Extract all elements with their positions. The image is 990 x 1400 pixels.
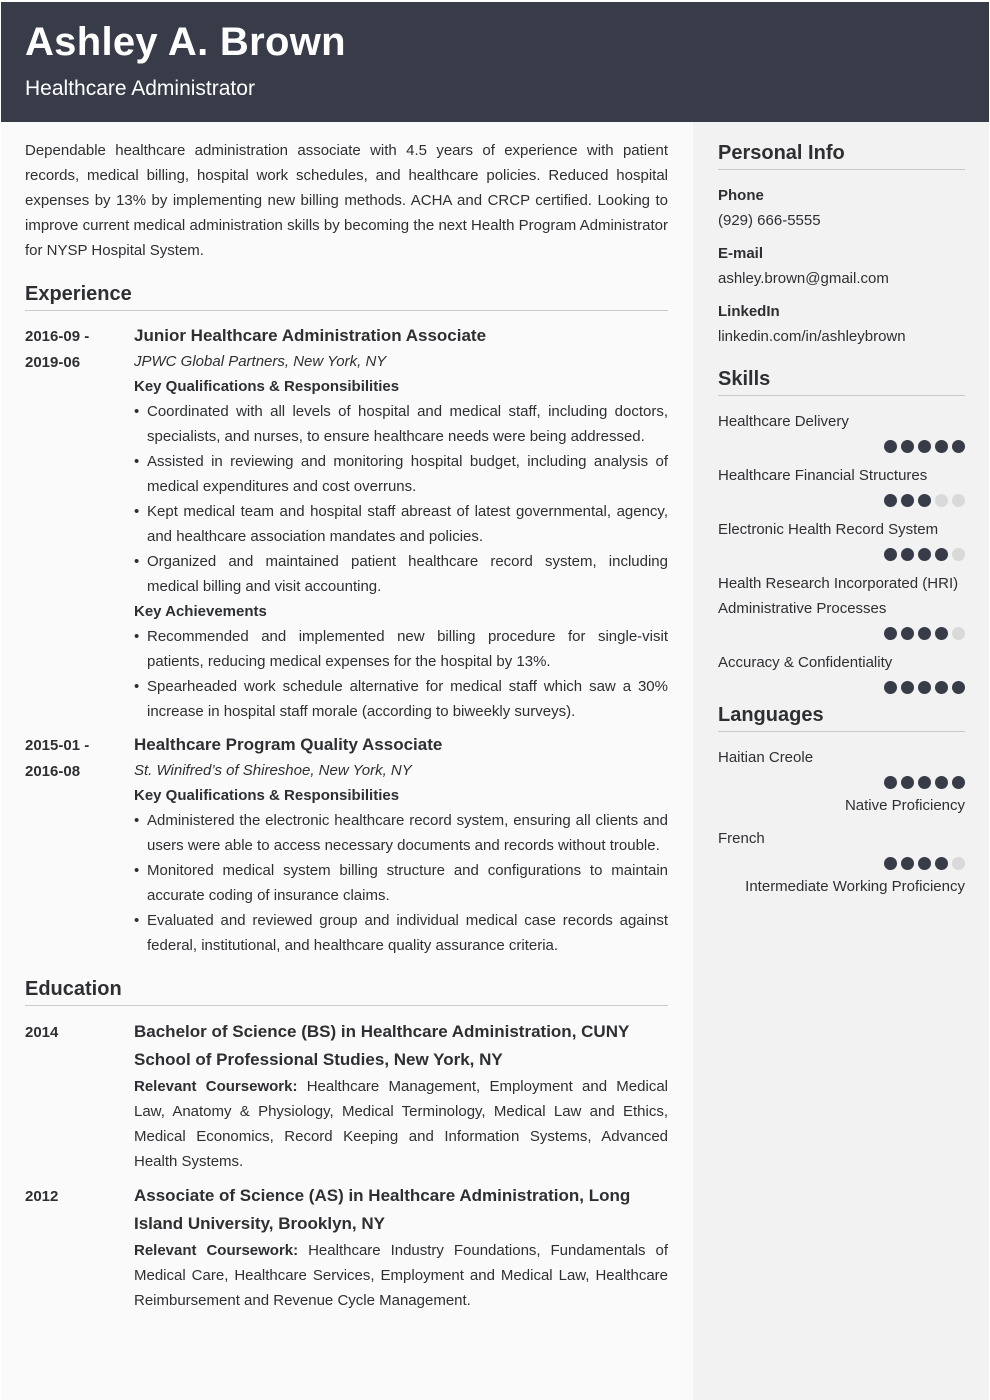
skill-item — [718, 650, 965, 694]
rating-dot-filled — [935, 776, 948, 789]
language-proficiency: Native Proficiency — [844, 797, 965, 814]
qualifications-list — [134, 399, 668, 599]
rating-dot-filled — [901, 494, 914, 507]
rating-dot-empty — [952, 548, 965, 561]
rating-dot-filled — [935, 681, 948, 694]
job-title: Healthcare Program Quality Associate — [134, 735, 443, 754]
rating-dot-filled — [884, 494, 897, 507]
language-item — [718, 745, 965, 818]
rating-dot-empty — [952, 627, 965, 640]
experience-dates — [25, 323, 134, 724]
rating-dot-filled — [918, 857, 931, 870]
date-start: 2016-09 - — [25, 328, 90, 345]
language-name: Haitian Creole — [718, 749, 814, 766]
phone-label: Phone — [718, 187, 764, 204]
sidebar — [693, 122, 989, 1400]
rating-dot-filled — [884, 548, 897, 561]
experience-entry — [25, 732, 668, 958]
list-item: • Evaluated and reviewed group and individual medical case records against federal, institutional, and healthcare quality assurance criteria. — [134, 908, 668, 958]
rating-dots — [718, 548, 965, 561]
rating-dot-empty — [952, 494, 965, 507]
rating-dot-filled — [884, 776, 897, 789]
list-item: • Monitored medical system billing structure and configurations to maintain accurate coding of insurance claims. — [134, 858, 668, 908]
email-value[interactable]: ashley.brown@gmail.com — [718, 270, 889, 287]
rating-dot-filled — [935, 857, 948, 870]
rating-dot-filled — [884, 681, 897, 694]
experience-heading: Experience — [25, 283, 668, 311]
rating-dot-filled — [901, 440, 914, 453]
rating-dot-filled — [901, 681, 914, 694]
rating-dot-filled — [952, 776, 965, 789]
skill-name: Electronic Health Record System — [718, 521, 939, 538]
rating-dot-filled — [918, 681, 931, 694]
education-heading: Education — [25, 978, 668, 1006]
list-item: • Spearheaded work schedule alternative for medical staff which saw a 30% increase in hospital staff morale (according to biweekly surveys). — [134, 674, 668, 724]
list-item: • Recommended and implemented new billing procedure for single-visit patients, reducing medical expenses for the hospital by 13%. — [134, 624, 668, 674]
rating-dot-filled — [901, 776, 914, 789]
skills-list — [718, 409, 965, 694]
job-company: St. Winifred’s of Shireshoe, New York, NY — [134, 762, 412, 779]
rating-dot-filled — [918, 776, 931, 789]
rating-dot-filled — [952, 440, 965, 453]
coursework — [134, 1238, 668, 1313]
rating-dot-filled — [901, 857, 914, 870]
skill-name: Health Research Incorporated (HRI) Administrative Processes — [718, 575, 959, 617]
education-year: 2014 — [25, 1024, 59, 1041]
rating-dots — [718, 857, 965, 870]
rating-dot-empty — [935, 494, 948, 507]
degree-title: Bachelor of Science (BS) in Healthcare Administration, CUNY School of Professional Studies, New York, NY — [134, 1022, 630, 1069]
skill-name: Accuracy & Confidentiality — [718, 654, 893, 671]
achievements-list — [134, 624, 668, 724]
rating-dot-filled — [952, 681, 965, 694]
rating-dots — [718, 494, 965, 507]
date-end: 2016-08 — [25, 763, 81, 780]
rating-dot-filled — [918, 548, 931, 561]
personal-info-heading: Personal Info — [718, 142, 965, 170]
rating-dots — [718, 627, 965, 640]
languages-heading: Languages — [718, 704, 965, 732]
rating-dot-filled — [935, 627, 948, 640]
language-proficiency: Intermediate Working Proficiency — [745, 878, 965, 895]
rating-dot-filled — [884, 627, 897, 640]
list-item: • Organized and maintained patient healthcare record system, including medical billing and visit accounting. — [134, 549, 668, 599]
degree-title: Associate of Science (AS) in Healthcare Administration, Long Island University, Brooklyn, NY — [134, 1186, 631, 1233]
coursework-text: Healthcare Industry Foundations, Fundamentals of Medical Care, Healthcare Services, Employment and Medical Law, Healthcare Reimbursement and Revenue Cycle Management. — [134, 1242, 669, 1309]
rating-dot-filled — [935, 548, 948, 561]
coursework-text: Healthcare Management, Employment and Medical Law, Anatomy & Physiology, Medical Terminology, Medical Law and Ethics, Medical Economics, Record Keeping and Information Systems, Advanced Health Systems. — [134, 1078, 668, 1170]
rating-dots — [718, 776, 965, 789]
email-label: E-mail — [718, 245, 764, 262]
linkedin-value[interactable]: linkedin.com/in/ashleybrown — [718, 328, 906, 345]
skill-item — [718, 409, 965, 453]
rating-dot-filled — [884, 857, 897, 870]
date-start: 2015-01 - — [25, 737, 90, 754]
date-end: 2019-06 — [25, 354, 81, 371]
skill-name: Healthcare Delivery — [718, 413, 849, 430]
skill-name: Healthcare Financial Structures — [718, 467, 928, 484]
rating-dots — [718, 440, 965, 453]
coursework-label: Relevant Coursework: — [134, 1078, 298, 1095]
list-item: • Administered the electronic healthcare record system, ensuring all clients and users were able to access necessary documents and records without trouble. — [134, 808, 668, 858]
coursework-label: Relevant Coursework: — [134, 1242, 299, 1259]
skill-item — [718, 463, 965, 507]
rating-dot-filled — [884, 440, 897, 453]
resume-header — [1, 2, 989, 122]
list-item: • Kept medical team and hospital staff abreast of latest governmental, agency, and healthcare association mandates and policies. — [134, 499, 668, 549]
skills-heading: Skills — [718, 368, 965, 396]
list-item: • Assisted in reviewing and monitoring hospital budget, including analysis of medical expenditures and cost overruns. — [134, 449, 668, 499]
list-item: • Coordinated with all levels of hospital and medical staff, including doctors, specialists, and nurses, to ensure healthcare needs were being addressed. — [134, 399, 668, 449]
resume-page — [1, 2, 989, 1400]
skill-item — [718, 571, 965, 640]
rating-dot-filled — [918, 440, 931, 453]
rating-dot-filled — [901, 627, 914, 640]
rating-dot-filled — [935, 440, 948, 453]
rating-dots — [718, 681, 965, 694]
language-name: French — [718, 830, 765, 847]
rating-dot-filled — [901, 548, 914, 561]
rating-dot-filled — [918, 494, 931, 507]
qualifications-heading: Key Qualifications & Responsibilities — [134, 787, 400, 804]
experience-dates — [25, 732, 134, 958]
achievements-heading: Key Achievements — [134, 603, 267, 620]
education-year: 2012 — [25, 1188, 59, 1205]
linkedin-label: LinkedIn — [718, 303, 780, 320]
education-entry — [25, 1018, 668, 1174]
qualifications-list — [134, 808, 668, 958]
coursework — [134, 1074, 668, 1174]
rating-dot-empty — [952, 857, 965, 870]
languages-list — [718, 745, 965, 899]
candidate-name: Ashley A. Brown — [25, 20, 346, 64]
job-title: Junior Healthcare Administration Associate — [134, 326, 487, 345]
skill-item — [718, 517, 965, 561]
phone-value: (929) 666-5555 — [718, 212, 821, 229]
main-column — [25, 138, 668, 1313]
experience-entry — [25, 323, 668, 724]
language-item — [718, 826, 965, 899]
candidate-title: Healthcare Administrator — [25, 77, 255, 100]
job-company: JPWC Global Partners, New York, NY — [134, 353, 387, 370]
rating-dot-filled — [918, 627, 931, 640]
qualifications-heading: Key Qualifications & Responsibilities — [134, 378, 400, 395]
education-entry — [25, 1182, 668, 1313]
profile-summary: Dependable healthcare administration associate with 4.5 years of experience with patient records, medical billing, hospital work schedules, and healthcare policies. Reduced hospital expenses by 13% by implementing new billing methods. ACHA and CRCP certified. Looking to improve current medical administration skills by becoming the next Health Program Administrator for NYSP Hospital System. — [25, 142, 668, 259]
